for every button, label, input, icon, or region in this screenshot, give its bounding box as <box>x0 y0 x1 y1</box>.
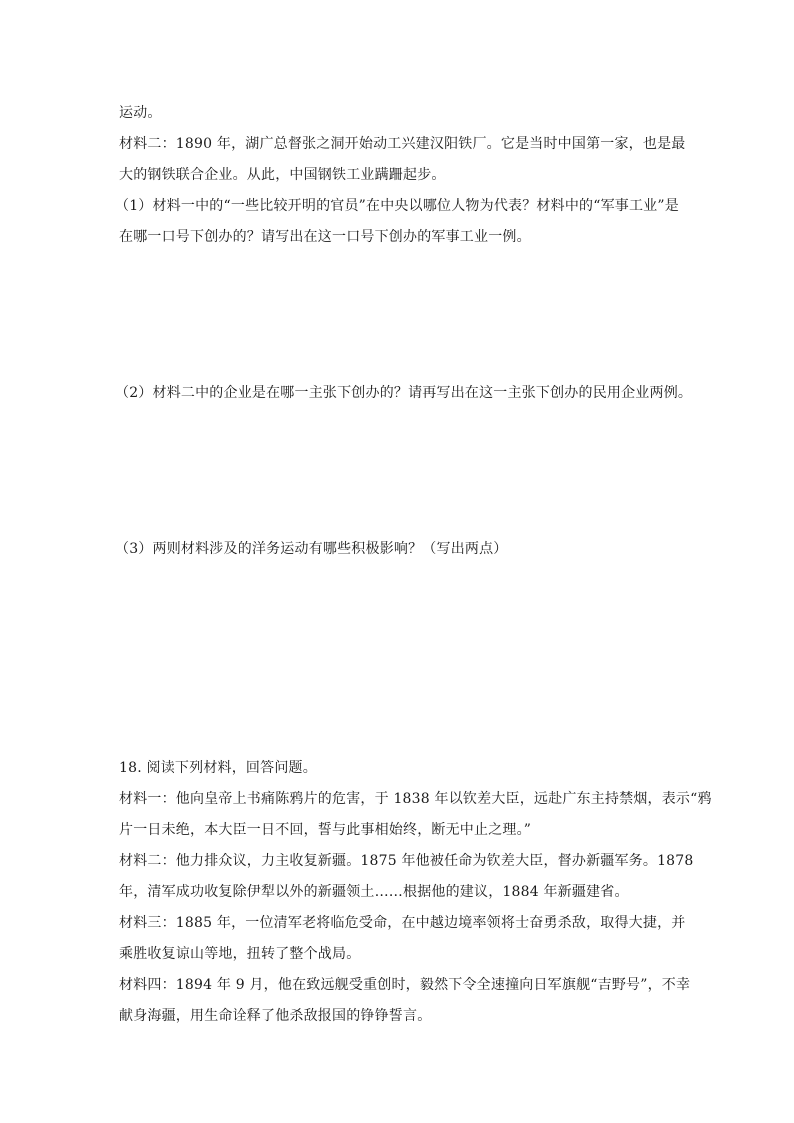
question-3: （3）两则材料涉及的洋务运动有哪些积极影响？（写出两点） <box>115 541 508 557</box>
q18-material-two-line-2: 年，清军成功收复除伊犁以外的新疆领土……根据他的建议，1884 年新疆建省。 <box>119 884 629 900</box>
question-2: （2）材料二中的企业是在哪一主张下创办的？请再写出在这一主张下创办的民用企业两例。 <box>115 385 693 401</box>
q18-material-three-line-1: 材料三：1885 年，一位清军老将临危受命，在中越边境率领将士奋勇杀敌，取得大捷，并 <box>119 915 686 931</box>
question-1-line-2: 在哪一口号下创办的？请写出在这一口号下创办的军事工业一例。 <box>119 229 531 245</box>
question-1-line-1: （1）材料一中的“一些比较开明的官员”在中央以哪位人物为代表？材料中的“军事工业”是 <box>115 198 679 214</box>
text-line-continuation: 运动。 <box>119 105 162 121</box>
q18-material-two-line-1: 材料二：他力排众议，力主收复新疆。1875 年他被任命为钦差大臣，督办新疆军务。1878 <box>119 853 694 869</box>
material-two-line-1: 材料二：1890 年，湖广总督张之洞开始动工兴建汉阳铁厂。它是当时中国第一家，也是最 <box>119 136 686 152</box>
q18-material-one-line-1: 材料一：他向皇帝上书痛陈鸦片的危害，于 1838 年以钦差大臣，远赴广东主持禁烟，表示“鸦 <box>119 791 712 807</box>
material-two-line-2: 大的钢铁联合企业。从此，中国钢铁工业蹒跚起步。 <box>119 167 446 183</box>
q18-material-four-line-1: 材料四：1894 年 9 月，他在致远舰受重创时，毅然下令全速撞向日军旗舰“吉野号”，不幸 <box>119 977 691 993</box>
question-18-heading: 18. 阅读下列材料，回答问题。 <box>119 760 317 776</box>
q18-material-three-line-2: 乘胜收复谅山等地，扭转了整个战局。 <box>119 946 361 962</box>
q18-material-four-line-2: 献身海疆，用生命诠释了他杀敌报国的铮铮誓言。 <box>119 1008 432 1024</box>
q18-material-one-line-2: 片一日未绝，本大臣一日不回，誓与此事相始终，断无中止之理。” <box>119 822 532 838</box>
